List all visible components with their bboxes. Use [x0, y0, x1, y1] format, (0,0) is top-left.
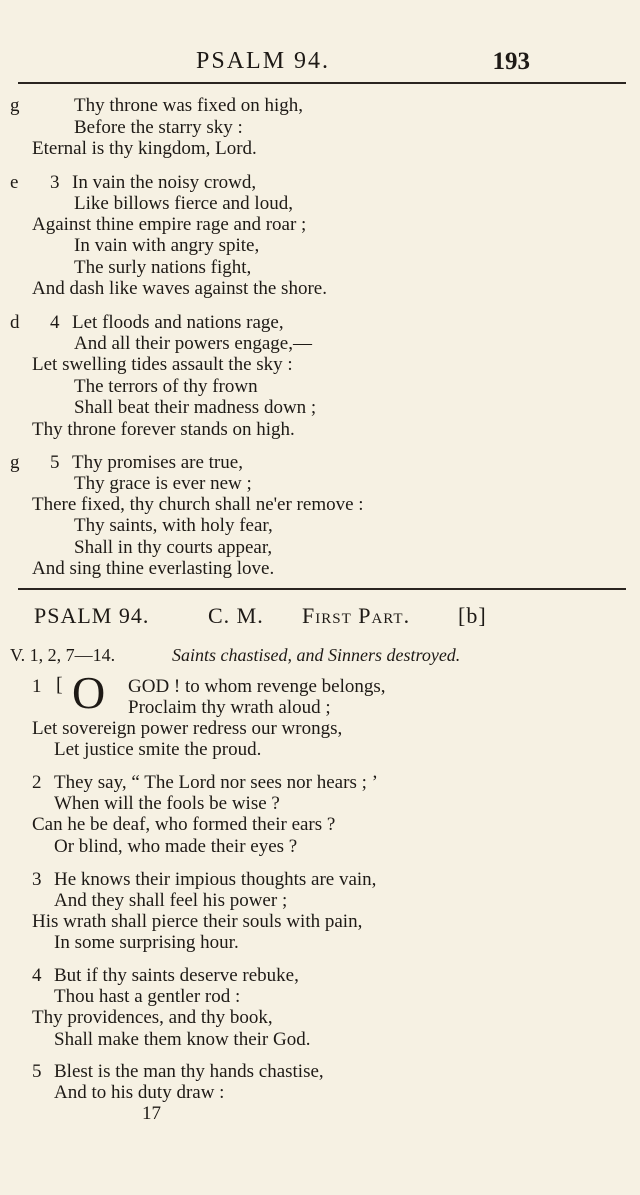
verse-line: Shall make them know their God.	[54, 1029, 311, 1050]
verse-line: Thy saints, with holy fear,	[74, 515, 273, 536]
verse-line: Thy throne forever stands on high.	[32, 419, 295, 440]
verse-line: The terrors of thy frown	[74, 376, 258, 397]
verse-line: 5 Thy promises are true,	[50, 452, 243, 473]
verse-number: 3	[50, 172, 60, 193]
verse-line: And they shall feel his power ;	[54, 890, 288, 911]
open-bracket: [	[56, 674, 63, 696]
dynamic-mark: e	[10, 172, 19, 193]
psalm-description: Saints chastised, and Sinners destroyed.	[172, 645, 461, 665]
verse-line: 3 He knows their impious thoughts are vain,	[32, 869, 377, 890]
verse-line: Let justice smite the proud.	[54, 739, 262, 760]
verse-line: Can he be deaf, who formed their ears ?	[32, 814, 336, 835]
verse-line: Thy grace is ever new ;	[74, 473, 252, 494]
verse-line: 3 In vain the noisy crowd,	[50, 172, 257, 193]
section-rule	[18, 588, 626, 590]
verse-line: And to his duty draw :	[54, 1082, 225, 1103]
verse-line: Eternal is thy kingdom, Lord.	[32, 138, 257, 159]
verse-reference: V. 1, 2, 7—14.	[10, 645, 116, 665]
verse-number: 4	[50, 312, 60, 333]
verse-line: And sing thine everlasting love.	[32, 558, 275, 579]
verse-line: Before the starry sky :	[74, 117, 243, 138]
dynamic-mark: g	[10, 452, 20, 473]
verse-line: Or blind, who made their eyes ?	[54, 836, 298, 857]
verse-line: Let swelling tides assault the sky :	[32, 354, 293, 375]
verse-line: There fixed, thy church shall ne'er remove :	[32, 494, 364, 515]
verse-number: 2	[32, 772, 42, 793]
verse-line: Like billows fierce and loud,	[74, 193, 293, 214]
tune-key: [b]	[458, 603, 487, 628]
psalm-meter: C. M.	[208, 603, 264, 628]
verse-line: Thy throne was fixed on high,	[74, 95, 304, 116]
verse-line: In vain with angry spite,	[74, 235, 260, 256]
verse-line: 4 But if thy saints deserve rebuke,	[32, 965, 299, 986]
verse-line: Against thine empire rage and roar ;	[32, 214, 307, 235]
verse-line: The surly nations fight,	[74, 257, 252, 278]
dynamic-mark: g	[10, 95, 20, 116]
verse-line: Shall in thy courts appear,	[74, 537, 273, 558]
verse-line: Proclaim thy wrath aloud ;	[128, 697, 331, 718]
verse-line: When will the fools be wise ?	[54, 793, 280, 814]
verse-line: 4 Let floods and nations rage,	[50, 312, 284, 333]
verse-line: Shall beat their madness down ;	[74, 397, 317, 418]
verse-line: 5 Blest is the man thy hands chastise,	[32, 1061, 324, 1082]
stanza-number: 1	[32, 676, 42, 697]
verse-line: Thy providences, and thy book,	[32, 1007, 273, 1028]
verse-line: 2 They say, “ The Lord nor sees nor hears ; ’	[32, 772, 378, 793]
signature-mark: 17	[142, 1103, 161, 1124]
verse-line: In some surprising hour.	[54, 932, 239, 953]
verse-line: Let sovereign power redress our wrongs,	[32, 718, 343, 739]
verse-number: 5	[50, 452, 60, 473]
dynamic-mark: d	[10, 312, 20, 333]
psalm-title: PSALM 94.	[34, 603, 150, 628]
running-title: PSALM 94.	[196, 48, 331, 74]
verse-number: 5	[32, 1061, 42, 1082]
header-rule	[18, 82, 626, 84]
verse-line: And dash like waves against the shore.	[32, 278, 327, 299]
verse-number: 3	[32, 869, 42, 890]
page-number: 193	[492, 48, 530, 75]
verse-line: Thou hast a gentler rod :	[54, 986, 241, 1007]
drop-cap: O	[72, 667, 106, 718]
verse-number: 4	[32, 965, 42, 986]
verse-line: And all their powers engage,—	[74, 333, 312, 354]
verse-line: His wrath shall pierce their souls with pain,	[32, 911, 363, 932]
page-header	[0, 48, 640, 78]
verse-line: GOD ! to whom revenge belongs,	[128, 676, 386, 697]
psalm-part: First Part.	[302, 603, 411, 628]
